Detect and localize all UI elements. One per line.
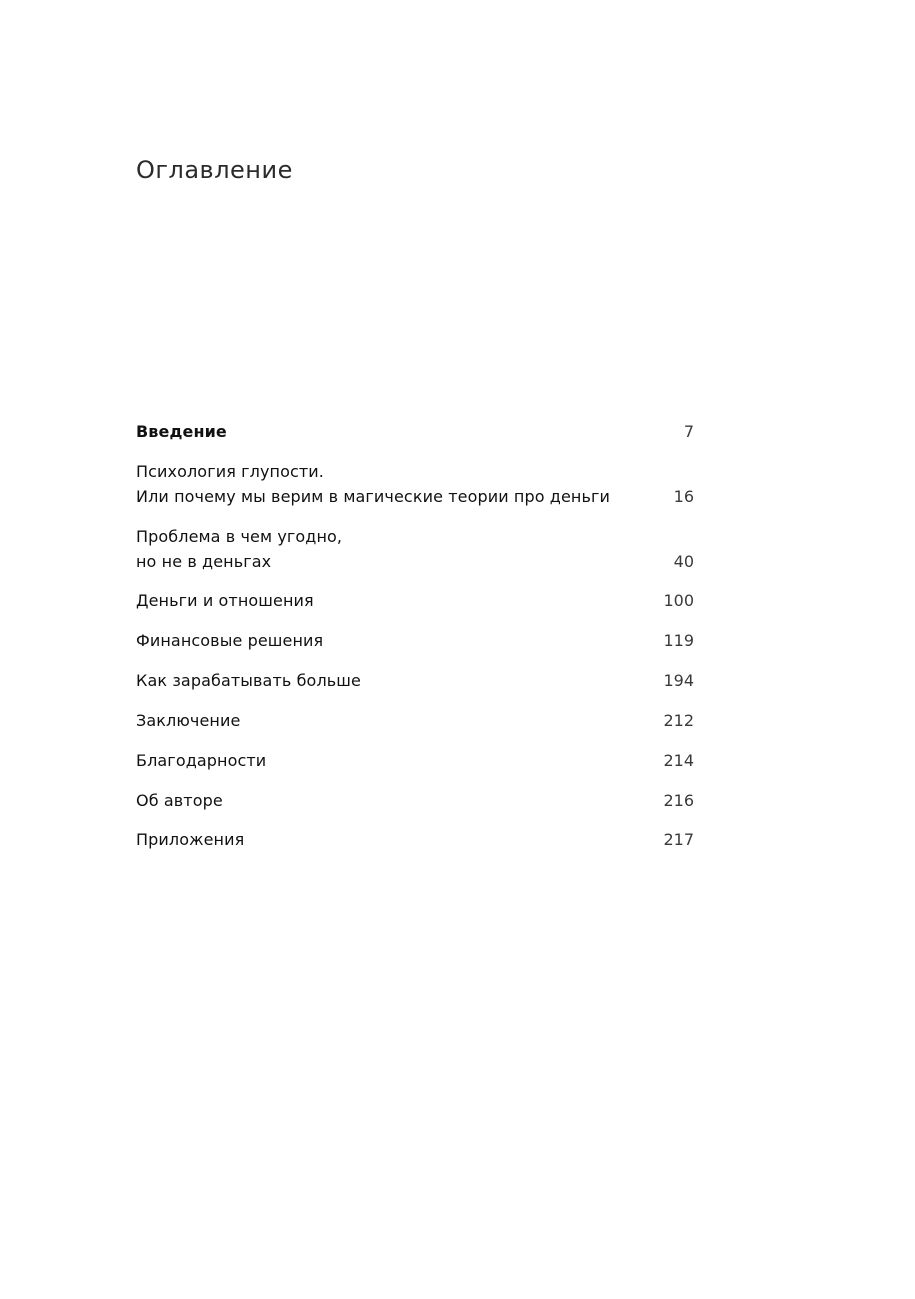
toc-entry[interactable] — [136, 788, 694, 813]
toc-entry[interactable] — [136, 524, 694, 574]
toc-entry-title-continued: Или почему мы верим в магические теории про деньги — [136, 487, 610, 506]
toc-page-number: 216 — [663, 791, 694, 810]
toc-entry[interactable] — [136, 588, 694, 613]
toc-entry-title: Психология глупости. — [136, 462, 324, 481]
toc-entry[interactable] — [136, 419, 694, 444]
toc-entry-title: Благодарности — [136, 751, 267, 770]
toc-entry-title: Приложения — [136, 830, 245, 849]
toc-page-number: 212 — [663, 711, 694, 730]
toc-entry-title: Об авторе — [136, 791, 223, 810]
toc-entry-title: Введение — [136, 422, 227, 441]
toc-entry[interactable] — [136, 668, 694, 693]
toc-entry[interactable] — [136, 628, 694, 653]
toc-entry-title-continued: но не в деньгах — [136, 552, 272, 571]
toc-page-number: 214 — [663, 751, 694, 770]
toc-page-number: 119 — [663, 631, 694, 650]
toc-entry-title: Проблема в чем угодно, — [136, 527, 343, 546]
toc-entry-title: Заключение — [136, 711, 241, 730]
toc-entry-title: Как зарабатывать больше — [136, 671, 361, 690]
toc-page-number: 100 — [663, 591, 694, 610]
toc-page-number: 217 — [663, 830, 694, 849]
toc-entry-title: Финансовые решения — [136, 631, 324, 650]
toc-page-number: 40 — [673, 552, 694, 571]
toc-page-number: 194 — [663, 671, 694, 690]
toc-entry[interactable] — [136, 459, 694, 509]
toc-entry[interactable] — [136, 708, 694, 733]
toc-entry[interactable] — [136, 827, 694, 852]
toc-page-number: 16 — [673, 487, 694, 506]
toc-page-number: 7 — [683, 422, 694, 441]
toc-entry-title: Деньги и отношения — [136, 591, 314, 610]
page-title: Оглавление — [136, 156, 293, 184]
toc-entry[interactable] — [136, 748, 694, 773]
